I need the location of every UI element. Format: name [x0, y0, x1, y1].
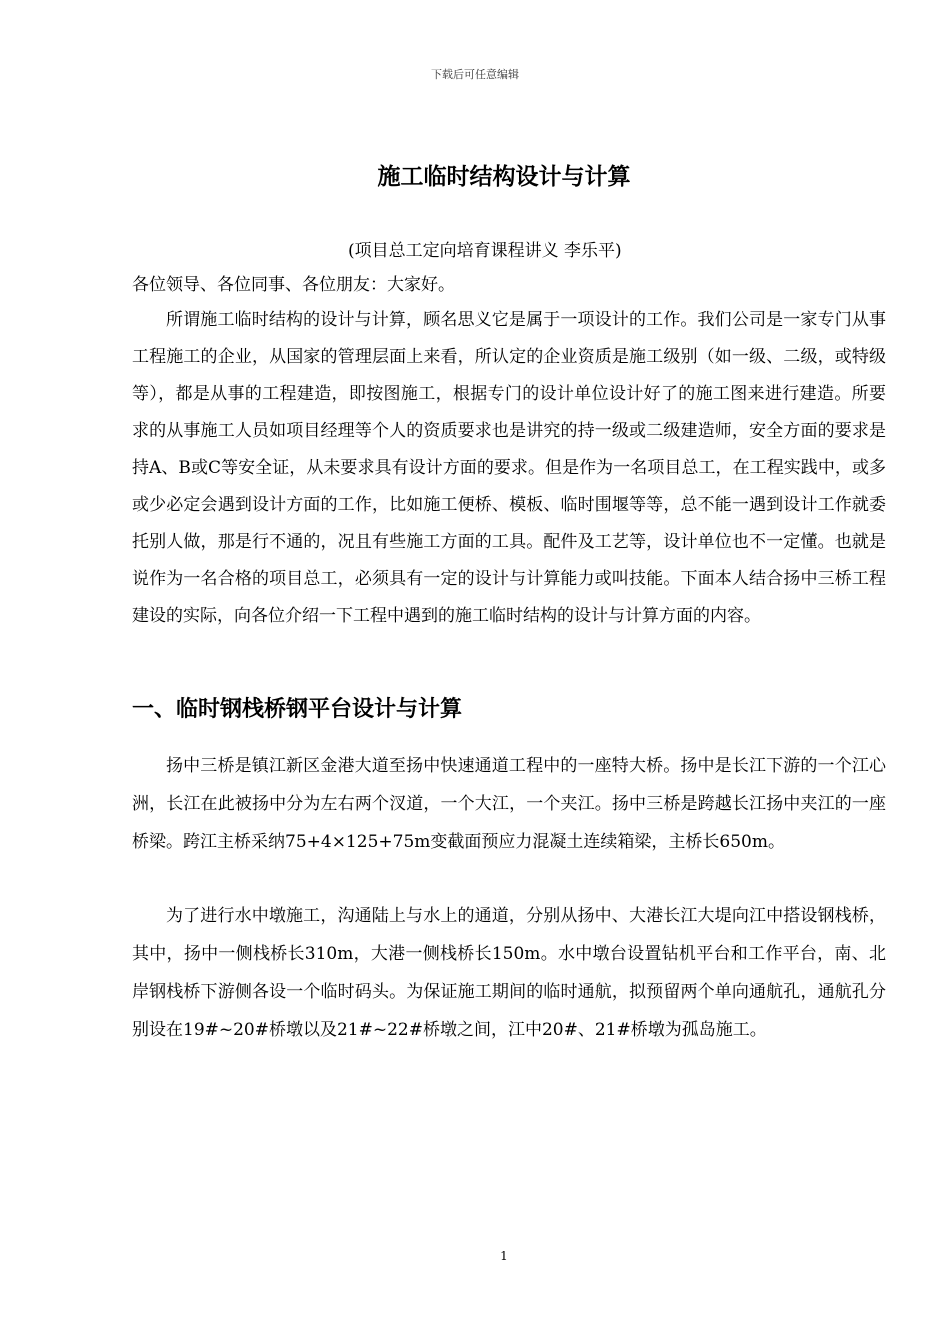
page-number: 1	[500, 1249, 508, 1263]
section-heading: 一、临时钢栈桥钢平台设计与计算	[132, 696, 463, 722]
section-paragraph-2: 为了进行水中墩施工，沟通陆上与水上的通道，分别从扬中、大港长江大堤向江中搭设钢栈桥，其中，扬中一侧栈桥长310m，大港一侧栈桥长150m。水中墩台设置钻机平台和工作平台，南、北岸钢栈桥下游侧各设一个临时码头。为保证施工期间的临时通航，拟预留两个单向通航孔，通航孔分别设在19#~20#桥墩以及21#~22#桥墩之间，江中20#、21#桥墩为孤岛施工。	[132, 906, 886, 1040]
greeting-line: 各位领导、各位同事、各位朋友：大家好。	[132, 275, 455, 295]
document-subtitle: (项目总工定向培育课程讲义 李乐平)	[348, 241, 622, 261]
section-paragraph-1: 扬中三桥是镇江新区金港大道至扬中快速通道工程中的一座特大桥。扬中是长江下游的一个江心洲，长江在此被扬中分为左右两个汊道，一个大江，一个夹江。扬中三桥是跨越长江扬中夹江的一座桥梁。跨江主桥采纳75+4×125+75m变截面预应力混凝土连续箱梁，主桥长650m。	[132, 756, 886, 852]
header-note: 下载后可任意编辑	[431, 68, 519, 81]
document-title: 施工临时结构设计与计算	[377, 163, 631, 190]
intro-paragraph: 所谓施工临时结构的设计与计算，顾名思义它是属于一项设计的工作。我们公司是一家专门从事工程施工的企业，从国家的管理层面上来看，所认定的企业资质是施工级别（如一级、二级，或特级等），都是从事的工程建造，即按图施工，根据专门的设计单位设计好了的施工图来进行建造。所要求的从事施工人员如项目经理等个人的资质要求也是讲究的持一级或二级建造师，安全方面的要求是持A、B或C等安全证，从未要求具有设计方面的要求。但是作为一名项目总工，在工程实践中，或多或少必定会遇到设计方面的工作，比如施工便桥、模板、临时围堰等等，总不能一遇到设计工作就委托别人做，那是行不通的，况且有些施工方面的工具。配件及工艺等，设计单位也不一定懂。也就是说作为一名合格的项目总工，必须具有一定的设计与计算能力或叫技能。下面本人结合扬中三桥工程建设的实际，向各位介绍一下工程中遇到的施工临时结构的设计与计算方面的内容。	[132, 310, 886, 626]
